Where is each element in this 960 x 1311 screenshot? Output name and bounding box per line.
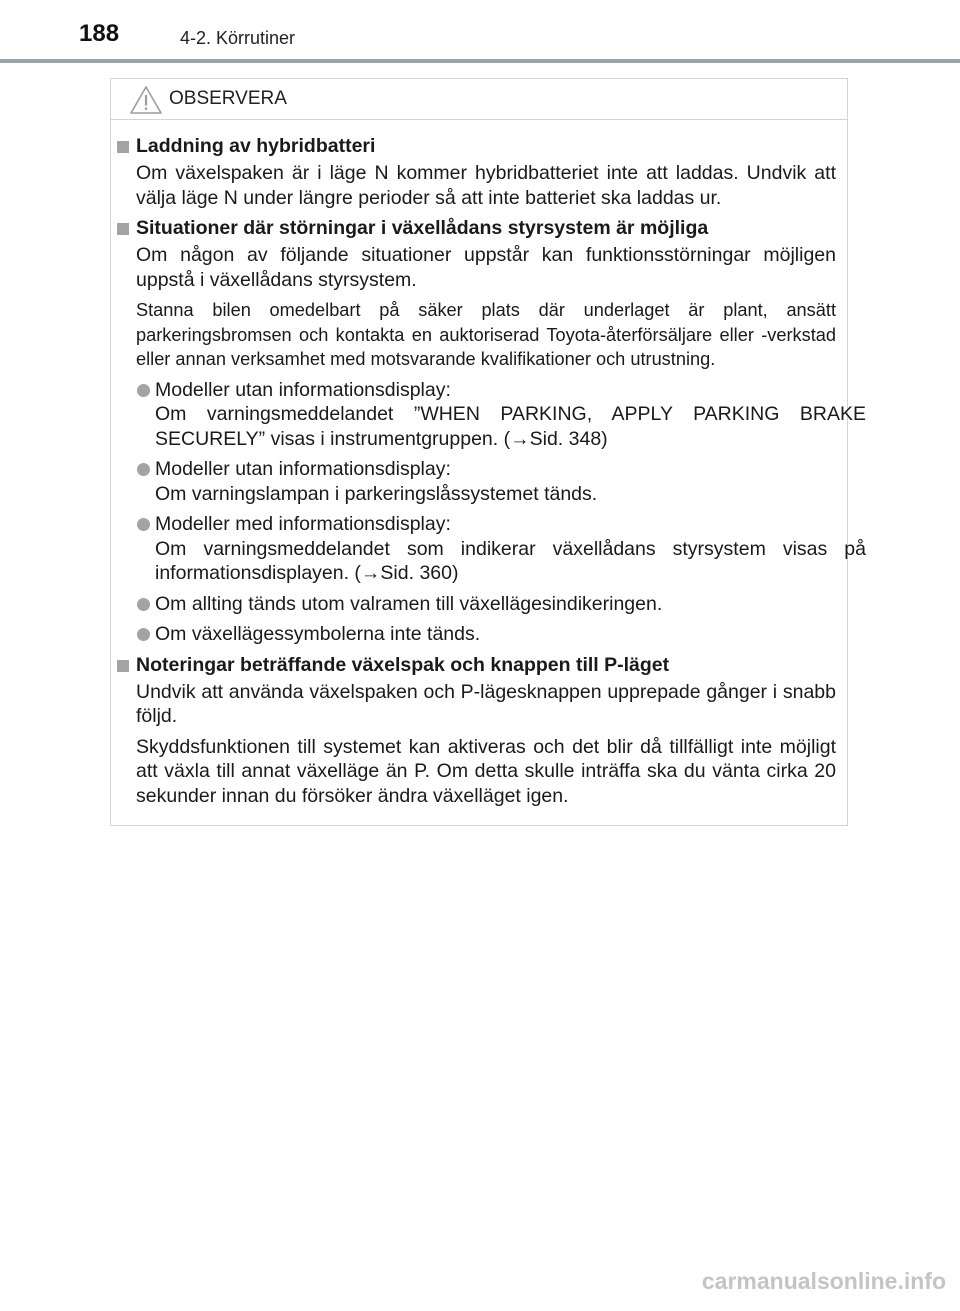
warning-triangle-icon — [129, 85, 163, 115]
section-heading-text: Laddning av hybridbatteri — [136, 135, 376, 157]
caution-body — [111, 134, 866, 814]
page-number: 188 — [79, 20, 120, 47]
list-item-text: Om varningsmeddelandet ”WHEN PARKING, APPLY PARKING BRAKE SECURELY” visas i instrumentgruppen. (→Sid. 348) — [155, 403, 866, 450]
chapter-title: 4-2. Körrutiner — [180, 28, 296, 48]
list-item-title: Om växellägessymbolerna inte tänds. — [155, 623, 481, 645]
list-item-title: Modeller utan informationsdisplay: — [155, 458, 451, 480]
watermark: carmanualsonline.info — [701, 1268, 946, 1294]
round-bullet-icon — [137, 384, 150, 397]
section-heading-text: Noteringar beträffande växelspak och knappen till P-läget — [136, 653, 670, 676]
round-bullet-icon — [137, 518, 150, 531]
notice-section — [111, 653, 849, 809]
notice-section — [111, 134, 849, 210]
list-item — [136, 457, 866, 506]
page-header — [0, 0, 960, 64]
caution-label: OBSERVERA — [169, 88, 287, 109]
header-rule — [0, 59, 960, 63]
square-bullet-icon — [117, 141, 129, 153]
round-bullet-icon — [137, 598, 150, 611]
section-paragraph: Skyddsfunktionen till systemet kan aktiveras och det blir då tillfälligt inte möjligt att växla till annat växelläge än P. Om detta skulle inträffa ska du vänta cirka 20 sekunder innan du försöker ändra växelläget igen. — [136, 735, 836, 807]
list-item-title: Om allting tänds utom valramen till växellägesindikeringen. — [155, 592, 663, 615]
section-paragraph: Undvik att använda växelspaken och P-lägesknappen upprepade gånger i snabb följd. — [136, 680, 836, 727]
round-bullet-icon — [137, 463, 150, 476]
bullet-list — [136, 378, 866, 647]
list-item-title: Modeller utan informationsdisplay: — [155, 378, 451, 401]
list-item — [136, 512, 866, 586]
list-item — [136, 622, 866, 647]
square-bullet-icon — [117, 223, 129, 235]
list-item-text: Om varningsmeddelandet som indikerar växellådans styrsystem visas på informationsdisplayen. (→Sid. 360) — [155, 537, 866, 584]
section-heading — [111, 653, 849, 678]
list-item — [136, 592, 866, 617]
notice-section — [111, 216, 866, 647]
section-paragraph: Om växelspaken är i läge N kommer hybridbatteriet inte att laddas. Undvik att välja läge N under längre perioder så att inte batteriet ska laddas ur. — [136, 162, 836, 209]
square-bullet-icon — [117, 660, 129, 672]
section-heading-text: Situationer där störningar i växellådans styrsystem är möjliga — [136, 217, 709, 239]
section-heading — [111, 134, 849, 159]
list-item-text: Om varningslampan i parkeringslåssystemet tänds. — [155, 482, 598, 505]
section-paragraph: Stanna bilen omedelbart på säker plats där underlaget är plant, ansätt parkeringsbromsen och kontakta en auktoriserad Toyota-återförsäljare eller -verkstad eller annan verksamhet med motsvarande kvalifikationer och utrustning. — [136, 300, 836, 369]
section-paragraph: Om någon av följande situationer uppstår kan funktionsstörningar möjligen uppstå i växellådans styrsystem. — [136, 244, 836, 291]
round-bullet-icon — [137, 628, 150, 641]
list-item-title: Modeller med informationsdisplay: — [155, 513, 451, 535]
section-heading — [111, 216, 849, 241]
caution-header — [111, 79, 847, 120]
caution-box — [110, 78, 866, 826]
list-item — [136, 378, 866, 452]
